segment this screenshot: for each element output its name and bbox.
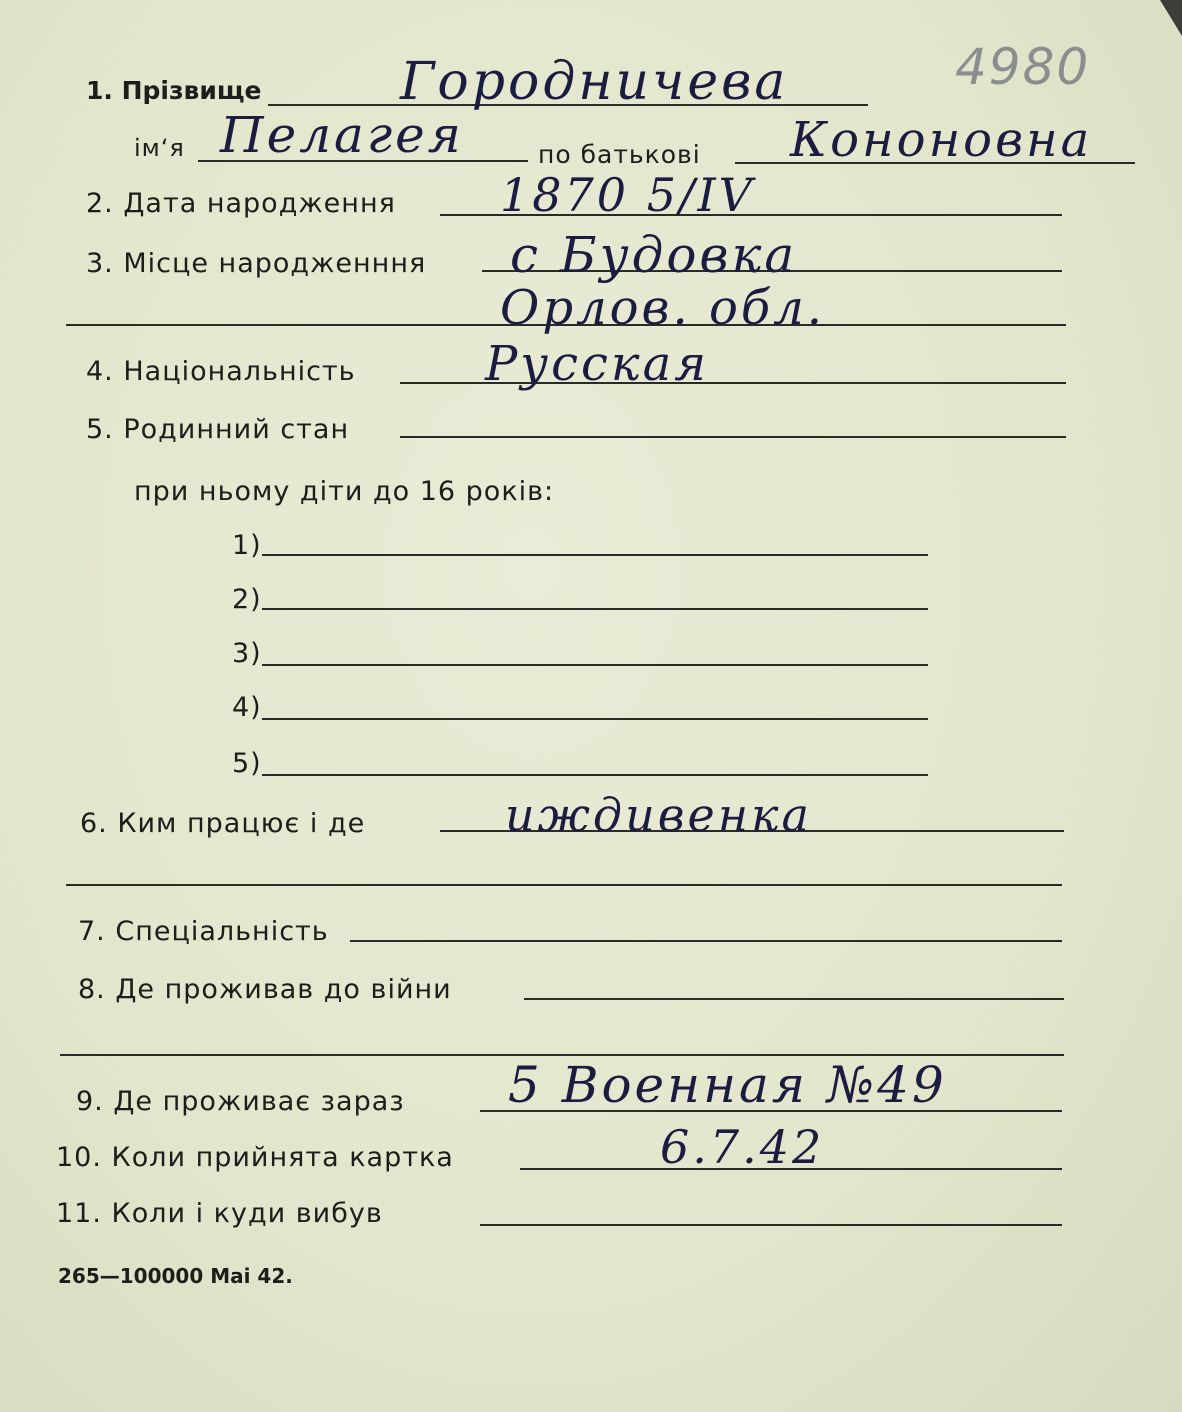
prewar-label: 8. Де проживав до війни	[78, 974, 452, 1005]
child-4-label: 4)	[232, 692, 262, 723]
card-date-label: 10. Коли прийнята картка	[56, 1142, 454, 1173]
birthplace-value-1: с Будовка	[510, 226, 798, 284]
child-2-line	[262, 608, 928, 610]
child-2-label: 2)	[232, 584, 262, 615]
birthplace-label: 3. Місце народженння	[86, 248, 427, 279]
specialty-line	[350, 940, 1062, 942]
marital-line	[400, 436, 1066, 438]
birthplace-value-2: Орлов. обл.	[500, 280, 826, 336]
prewar-line-1	[524, 998, 1064, 1000]
child-3-line	[262, 664, 928, 666]
child-5-label: 5)	[232, 748, 262, 779]
print-info: 265—100000 Mai 42.	[58, 1264, 293, 1288]
current-label: 9. Де проживає зараз	[76, 1086, 405, 1117]
birthdate-value: 1870 5/IV	[500, 168, 755, 222]
nationality-label: 4. Національність	[86, 356, 356, 387]
current-value: 5 Военная №49	[508, 1056, 947, 1114]
child-1-label: 1)	[232, 530, 262, 561]
child-5-line	[262, 774, 928, 776]
nationality-value: Русская	[485, 336, 709, 392]
children-label: при ньому діти до 16 років:	[134, 476, 555, 507]
work-label: 6. Ким працює і де	[80, 808, 366, 839]
child-3-label: 3)	[232, 638, 262, 669]
surname-label: 1. Прізвище	[86, 76, 262, 105]
archive-number: 4980	[955, 38, 1091, 96]
card-date-value: 6.7.42	[660, 1120, 825, 1174]
birthdate-label: 2. Дата народження	[86, 188, 396, 219]
departed-label: 11. Коли і куди вибув	[56, 1198, 383, 1229]
work-line-2	[66, 884, 1062, 886]
child-4-line	[262, 718, 928, 720]
work-value: иждивенка	[505, 788, 812, 842]
departed-line	[480, 1224, 1062, 1226]
patronymic-label: по батькові	[538, 140, 701, 169]
torn-corner	[1160, 0, 1182, 36]
name-value: Пелагея	[220, 106, 464, 164]
name-label: ім‘я	[134, 134, 185, 162]
child-1-line	[262, 554, 928, 556]
patronymic-value: Кононовна	[790, 112, 1093, 168]
marital-label: 5. Родинний стан	[86, 414, 350, 445]
specialty-label: 7. Спеціальність	[78, 916, 329, 947]
surname-value: Городничева	[400, 52, 789, 112]
